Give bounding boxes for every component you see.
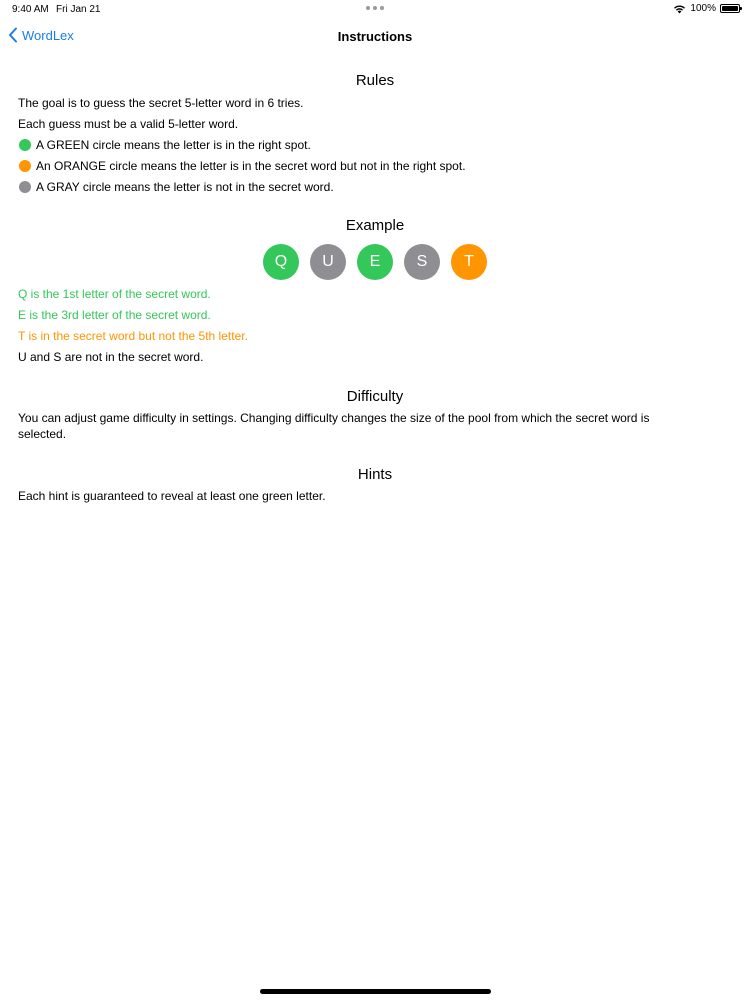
rule-item-gray xyxy=(19,179,334,195)
rule-item-text: A GRAY circle means the letter is not in the secret word. xyxy=(36,180,334,194)
example-explanation: Q is the 1st letter of the secret word. xyxy=(18,287,211,301)
example-explanation: T is in the secret word but not the 5th letter. xyxy=(18,329,248,343)
rules-heading: Rules xyxy=(355,72,395,89)
example-explanation: U and S are not in the secret word. xyxy=(18,350,204,364)
status-indicators xyxy=(673,3,740,14)
example-explanation: E is the 3rd letter of the secret word. xyxy=(18,308,211,322)
multitasking-dots-icon[interactable] xyxy=(366,6,384,10)
battery-percent: 100% xyxy=(690,3,716,14)
rule-text: Each guess must be a valid 5-letter word. xyxy=(18,117,239,131)
rule-item-orange xyxy=(19,158,466,174)
status-date: Fri Jan 21 xyxy=(56,4,101,15)
example-letter-s: S xyxy=(404,244,440,280)
example-letter-e: E xyxy=(357,244,393,280)
difficulty-heading: Difficulty xyxy=(346,388,404,405)
status-bar xyxy=(0,0,750,18)
green-circle-icon xyxy=(19,139,31,151)
hints-heading: Hints xyxy=(357,466,393,483)
example-letters xyxy=(18,244,732,280)
navigation-bar xyxy=(0,24,750,50)
back-button-label: WordLex xyxy=(22,27,74,43)
rule-item-text: An ORANGE circle means the letter is in the secret word but not in the right spot. xyxy=(36,159,466,173)
battery-icon xyxy=(720,4,740,13)
status-time: 9:40 AM xyxy=(12,4,49,15)
page-title: Instructions xyxy=(337,29,413,44)
rule-item-text: A GREEN circle means the letter is in the right spot. xyxy=(36,138,311,152)
hints-text: Each hint is guaranteed to reveal at least one green letter. xyxy=(18,489,326,503)
example-letter-u: U xyxy=(310,244,346,280)
example-heading: Example xyxy=(345,217,405,234)
home-indicator[interactable] xyxy=(260,989,491,994)
wifi-icon xyxy=(673,4,686,14)
difficulty-text: You can adjust game difficulty in settings. Changing difficulty changes the size of the pool from which the secret word is selected. xyxy=(18,411,650,441)
example-letter-t: T xyxy=(451,244,487,280)
gray-circle-icon xyxy=(19,181,31,193)
example-letter-q: Q xyxy=(263,244,299,280)
rule-item-green xyxy=(19,137,311,153)
rule-text: The goal is to guess the secret 5-letter word in 6 tries. xyxy=(18,96,304,110)
orange-circle-icon xyxy=(19,160,31,172)
